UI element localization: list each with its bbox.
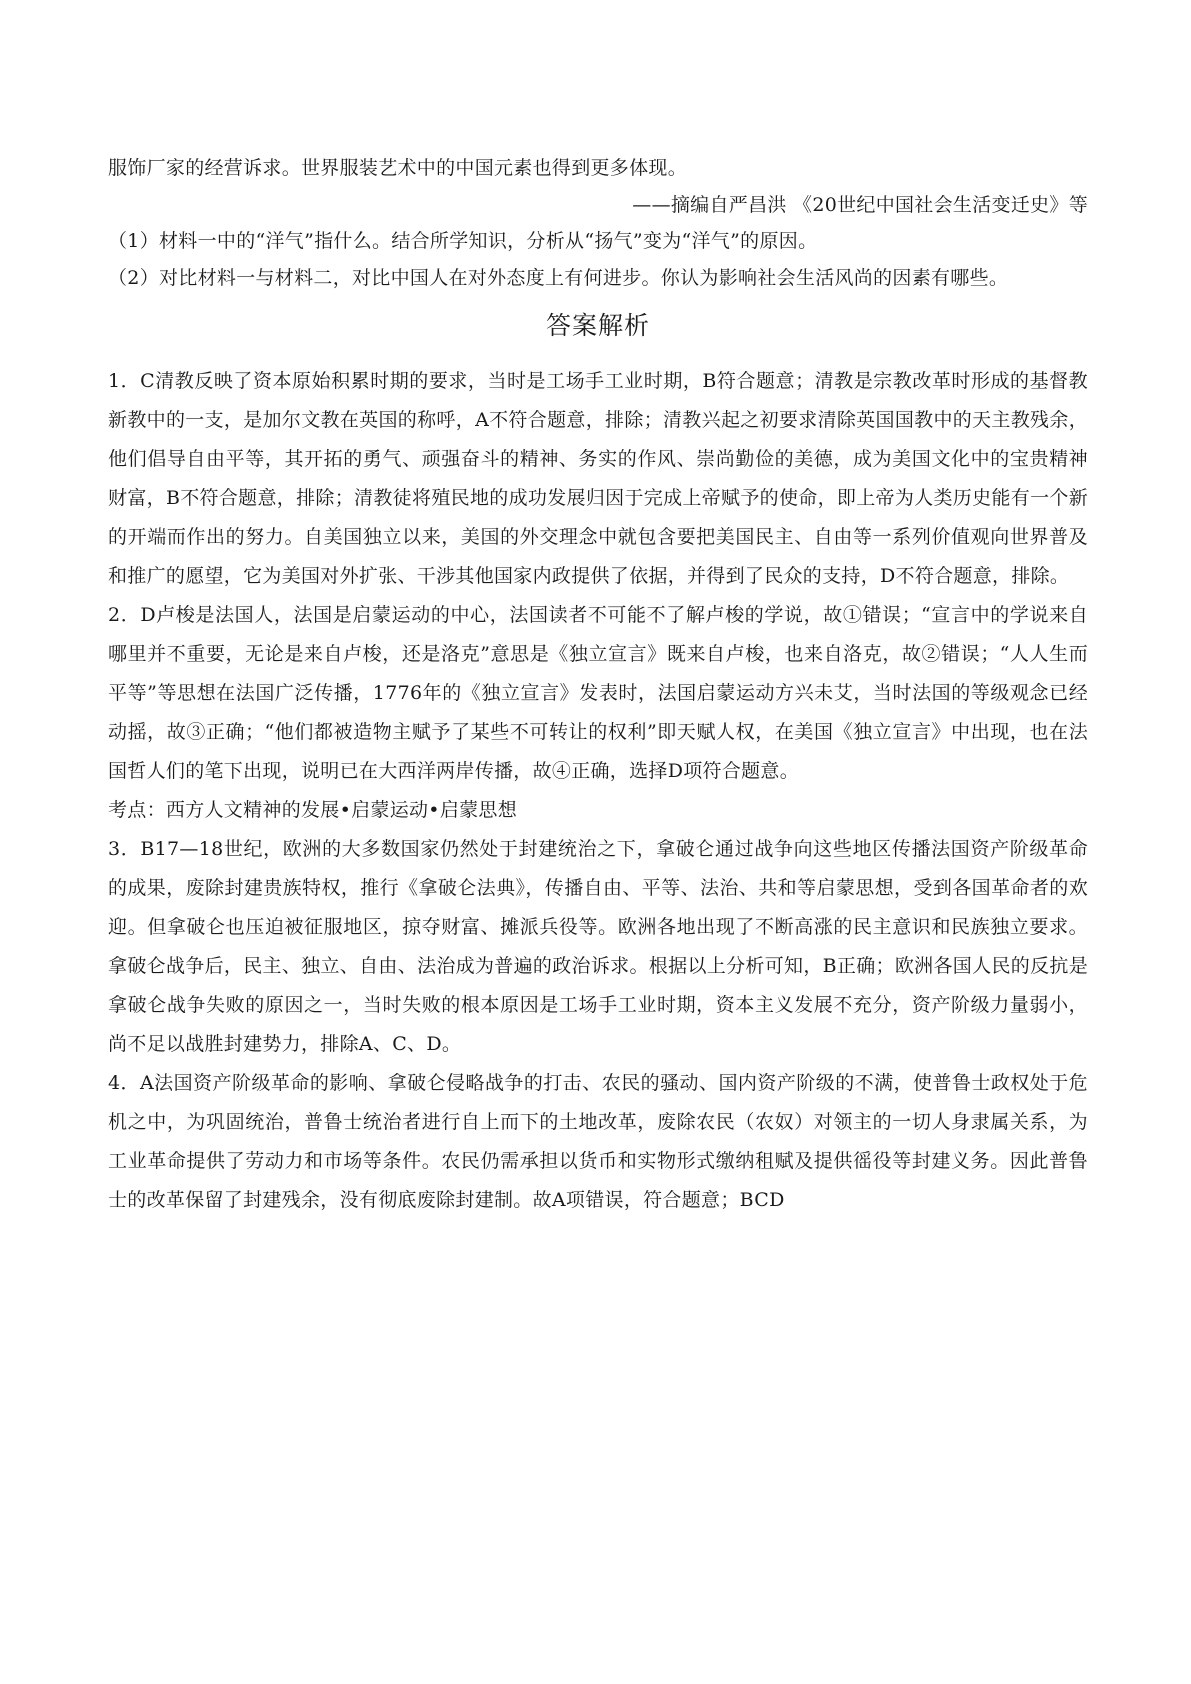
source-attribution: ——摘编自严昌洪 《20世纪中国社会生活变迁史》等 <box>632 193 1088 216</box>
answer-3: 3．B17—18世纪，欧洲的大多数国家仍然处于封建统治之下，拿破仑通过战争向这些地区传播法国资产阶级革命的成果，废除封建贵族特权，推行《拿破仑法典》，传播自由、平等、法治、共和等启蒙思想，受到各国革命者的欢迎。但拿破仑也压迫被征服地区，掠夺财富、摊派兵役等。欧洲各地出现了不断高涨的民主意识和民族独立要求。拿破仑战争后，民主、独立、自由、法治成为普遍的政治诉求。根据以上分析可知，B正确；欧洲各国人民的反抗是拿破仑战争失败的原因之一，当时失败的根本原因是工场手工业时期，资本主义发展不充分，资产阶级力量弱小，尚不足以战胜封建势力，排除A、C、D。 <box>108 838 1088 1055</box>
answer-2: 2．D卢梭是法国人，法国是启蒙运动的中心，法国读者不可能不了解卢梭的学说，故①错误；“宣言中的学说来自哪里并不重要，无论是来自卢梭，还是洛克”意思是《独立宣言》既来自卢梭，也来自洛克，故②错误；“人人生而平等”等思想在法国广泛传播，1776年的《独立宣言》发表时，法国启蒙运动方兴未艾，当时法国的等级观念已经动摇，故③正确；“他们都被造物主赋予了某些不可转让的权利”即天赋人权，在美国《独立宣言》中出现，也在法国哲人们的笔下出现，说明已在大西洋两岸传播，故④正确，选择D项符合题意。 <box>108 604 1088 782</box>
question-1: （1）材料一中的“洋气”指什么。结合所学知识，分析从“扬气”变为“洋气”的原因。 <box>108 230 818 252</box>
answer-1: 1．C清教反映了资本原始积累时期的要求，当时是工场手工业时期，B符合题意；清教是宗教改革时形成的基督教新教中的一支，是加尔文教在英国的称呼，A不符合题意，排除；清教兴起之初要求清除英国国教中的天主教残余，他们倡导自由平等，其开拓的勇气、顽强奋斗的精神、务实的作风、崇尚勤俭的美德，成为美国文化中的宝贵精神财富，B不符合题意，排除；清教徒将殖民地的成功发展归因于完成上帝赋予的使命，即上帝为人类历史能有一个新的开端而作出的努力。自美国独立以来，美国的外交理念中就包含要把美国民主、自由等一系列价值观向世界普及和推广的愿望，它为美国对外扩张、干涉其他国家内政提供了依据，并得到了民众的支持，D不符合题意，排除。 <box>108 370 1088 587</box>
answer-4: 4．A法国资产阶级革命的影响、拿破仑侵略战争的打击、农民的骚动、国内资产阶级的不满，使普鲁士政权处于危机之中，为巩固统治，普鲁士统治者进行自上而下的土地改革，废除农民（农奴）对领主的一切人身隶属关系，为工业革命提供了劳动力和市场等条件。农民仍需承担以货币和实物形式缴纳租赋及提供徭役等封建义务。因此普鲁士的改革保留了封建残余，没有彻底废除封建制。故A项错误，符合题意；BCD <box>108 1072 1088 1211</box>
question-2: （2）对比材料一与材料二，对比中国人在对外态度上有何进步。你认为影响社会生活风尚的因素有哪些。 <box>108 266 1009 289</box>
material-tail-text: 服饰厂家的经营诉求。世界服装艺术中的中国元素也得到更多体现。 <box>108 157 688 179</box>
document-page <box>108 150 1088 1220</box>
answers-heading: 答案解析 <box>545 311 650 340</box>
answer-2-note: 考点：西方人文精神的发展•启蒙运动•启蒙思想 <box>108 799 518 821</box>
